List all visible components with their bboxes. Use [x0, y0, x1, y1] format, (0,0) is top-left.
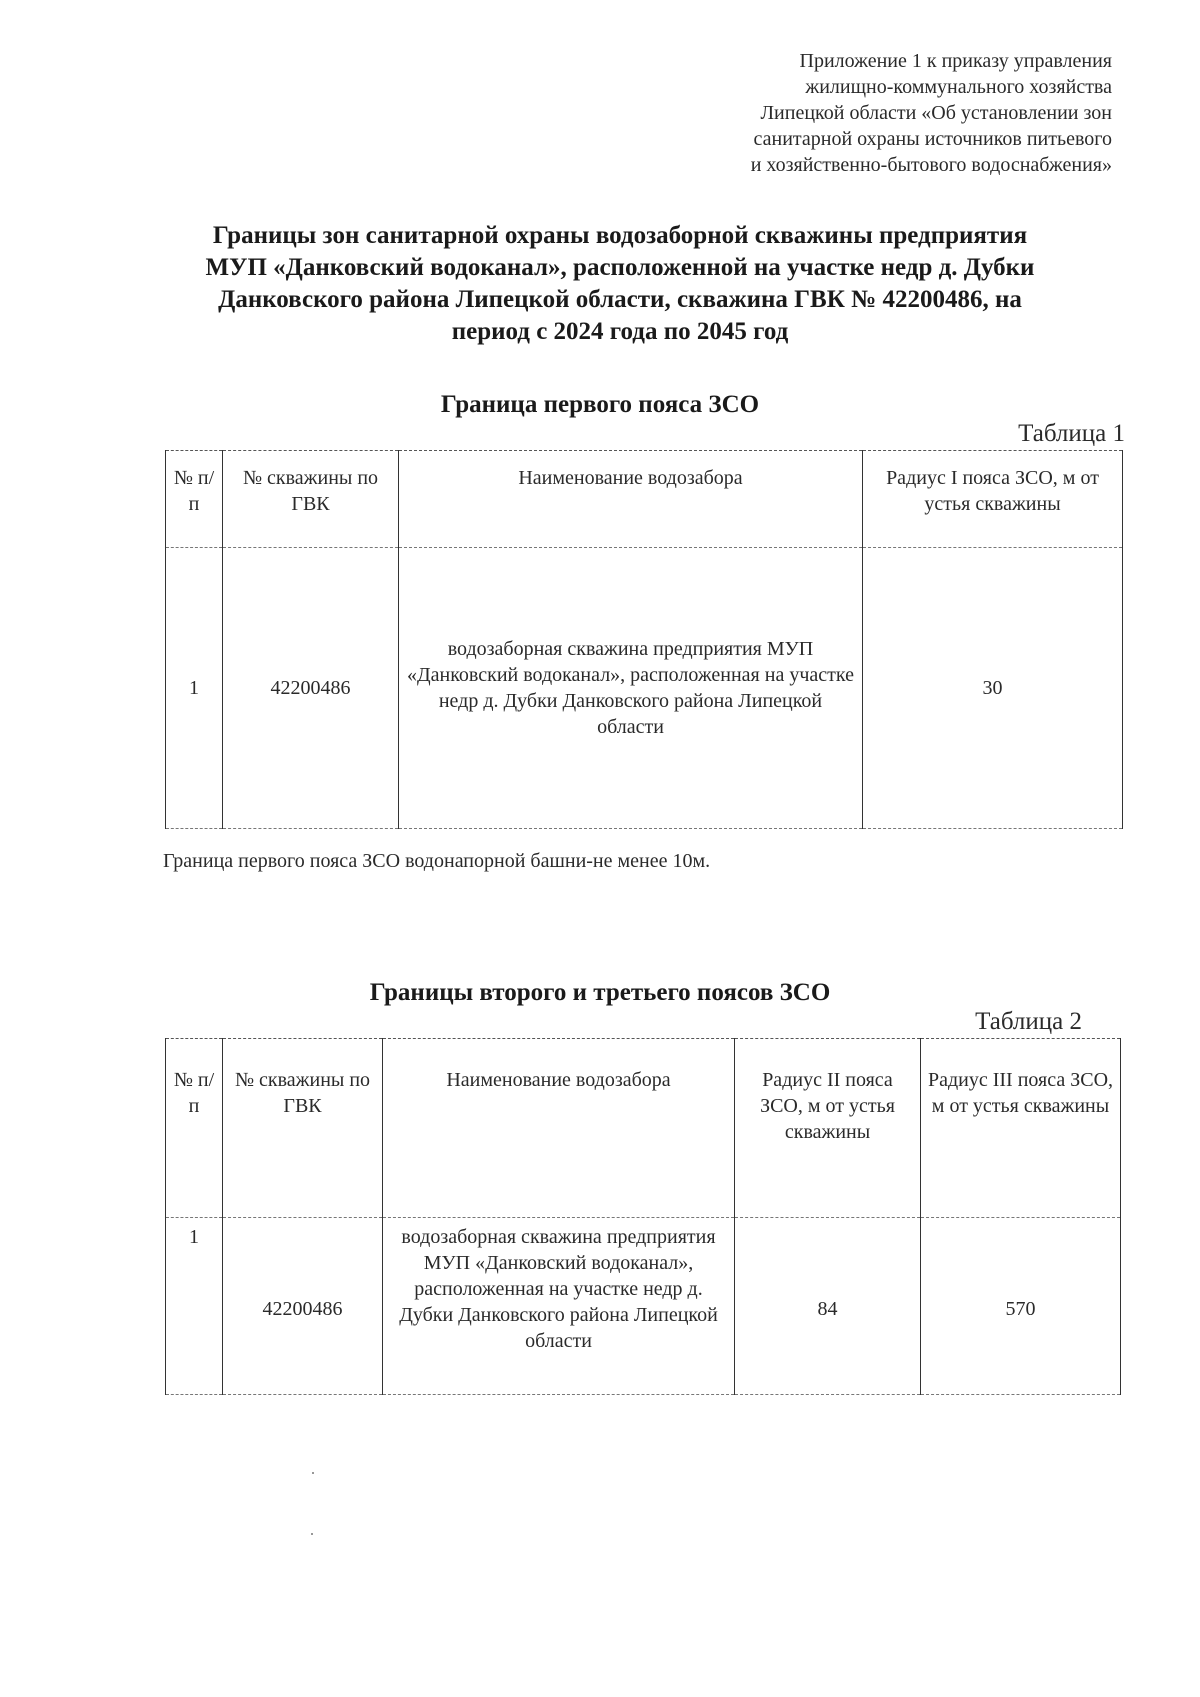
- header-radius3: Радиус III пояса ЗСО, м от устья скважины: [921, 1039, 1121, 1218]
- title-line: Границы зон санитарной охраны водозаборной скважины предприятия: [212, 222, 1028, 249]
- cell-num: 1: [166, 1218, 223, 1395]
- section1-title: Граница первого пояса ЗСО: [440, 391, 760, 418]
- cell-name: водозаборная скважина предприятия МУП «Данковский водоканал», расположенная на участке недр д. Дубки Данковского района Липецкой области: [399, 548, 863, 829]
- table-second-third-zones: [165, 1038, 1121, 1395]
- header-num: № п/п: [166, 451, 223, 548]
- header-name: Наименование водозабора: [399, 451, 863, 548]
- title-line: МУП «Данковский водоканал», расположенной на участке недр д. Дубки: [205, 254, 1035, 281]
- appendix-line: Приложение 1 к приказу управления: [799, 50, 1112, 72]
- title-line: период с 2024 года по 2045 год: [451, 318, 789, 345]
- appendix-line: и хозяйственно-бытового водоснабжения»: [750, 154, 1112, 176]
- cell-num: 1: [166, 548, 223, 829]
- title-line: Данковского района Липецкой области, скважина ГВК № 42200486, на: [218, 286, 1022, 313]
- cell-radius2: 84: [735, 1218, 921, 1395]
- cell-well: 42200486: [223, 548, 399, 829]
- scan-speck: [311, 1533, 313, 1535]
- header-radius2: Радиус II пояса ЗСО, м от устья скважины: [735, 1039, 921, 1218]
- header-radius1: Радиус I пояса ЗСО, м от устья скважины: [863, 451, 1123, 548]
- table-row: [166, 1218, 1121, 1395]
- appendix-note: [592, 48, 1112, 178]
- header-num: № п/п: [166, 1039, 223, 1218]
- table-row: [166, 548, 1123, 829]
- table1-label: Таблица 1: [1018, 420, 1125, 447]
- cell-name: водозаборная скважина предприятия МУП «Данковский водоканал», расположенная на участке недр д. Дубки Данковского района Липецкой области: [383, 1218, 735, 1395]
- appendix-line: санитарной охраны источников питьевого: [753, 128, 1112, 150]
- document-title: [120, 220, 1120, 348]
- cell-well: 42200486: [223, 1218, 383, 1395]
- cell-radius1: 30: [863, 548, 1123, 829]
- table-header-row: [166, 1039, 1121, 1218]
- section2-title: Границы второго и третьего поясов ЗСО: [369, 979, 831, 1006]
- table2-label: Таблица 2: [975, 1008, 1082, 1035]
- cell-radius3: 570: [921, 1218, 1121, 1395]
- table-header-row: [166, 451, 1123, 548]
- scan-speck: [312, 1472, 314, 1474]
- table-first-zone: [165, 450, 1123, 829]
- appendix-line: жилищно-коммунального хозяйства: [805, 76, 1112, 98]
- header-name: Наименование водозабора: [383, 1039, 735, 1218]
- note-water-tower: Граница первого пояса ЗСО водонапорной башни-не менее 10м.: [163, 850, 711, 872]
- header-well: № скважины по ГВК: [223, 1039, 383, 1218]
- header-well: № скважины по ГВК: [223, 451, 399, 548]
- appendix-line: Липецкой области «Об установлении зон: [760, 102, 1112, 124]
